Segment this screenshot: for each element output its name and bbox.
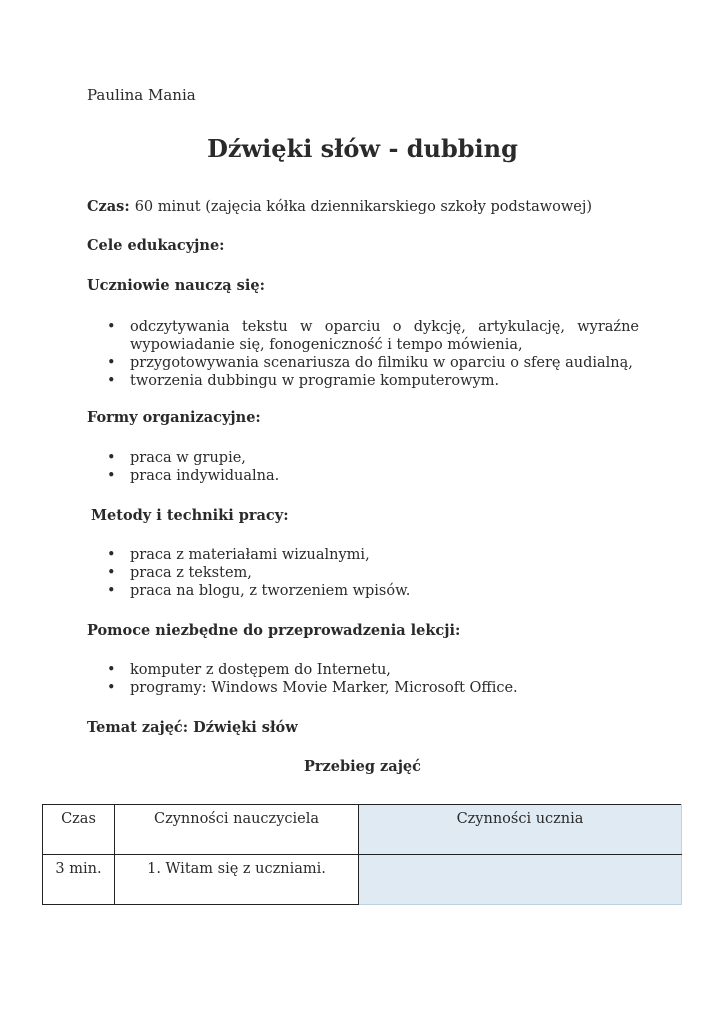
czas-value: 60 minut (zajęcia kółka dziennikarskiego szkoły podstawowej) bbox=[134, 199, 593, 215]
czas-line bbox=[87, 198, 592, 215]
bullet-icon: • bbox=[107, 680, 116, 696]
table-header-cell: Czynności ucznia bbox=[359, 805, 682, 855]
bullet-icon: • bbox=[107, 583, 116, 599]
bullet-icon: • bbox=[107, 319, 116, 335]
table-cell: 3 min. bbox=[43, 855, 115, 905]
bullet-icon: • bbox=[107, 373, 116, 389]
table-cell: 1. Witam się z uczniami. bbox=[115, 855, 359, 905]
list-item: • komputer z dostępem do Internetu, bbox=[107, 662, 391, 678]
uczniowie-heading: Uczniowie nauczą się: bbox=[87, 277, 265, 294]
list-item: • praca w grupie, bbox=[107, 450, 246, 466]
table-header-cell: Czas bbox=[43, 805, 115, 855]
czas-label: Czas: bbox=[87, 198, 130, 215]
document-title: Dźwięki słów - dubbing bbox=[207, 134, 518, 163]
pomoce-heading: Pomoce niezbędne do przeprowadzenia lekcji: bbox=[87, 622, 461, 639]
list-item: • praca z materiałami wizualnymi, bbox=[107, 547, 370, 563]
list-item: • odczytywania tekstu w oparciu o dykcję, artykulację, wyraźne wypowiadanie się, fonogeniczność i tempo mówienia, bbox=[107, 319, 639, 353]
formy-list bbox=[87, 449, 639, 485]
bullet-icon: • bbox=[107, 662, 116, 678]
bullet-icon: • bbox=[107, 565, 116, 581]
list-item: • tworzenia dubbingu w programie komputerowym. bbox=[107, 373, 500, 389]
table-header-row bbox=[43, 805, 682, 855]
list-item: • praca indywidualna. bbox=[107, 468, 280, 484]
list-item: • praca na blogu, z tworzeniem wpisów. bbox=[107, 583, 411, 599]
metody-list bbox=[87, 546, 639, 600]
list-item: • praca z tekstem, bbox=[107, 565, 252, 581]
uczniowie-list bbox=[87, 318, 639, 390]
przebieg-heading: Przebieg zajęć bbox=[304, 758, 421, 775]
metody-heading: Metody i techniki pracy: bbox=[91, 507, 289, 524]
formy-heading: Formy organizacyjne: bbox=[87, 409, 261, 426]
bullet-icon: • bbox=[107, 547, 116, 563]
table-cell bbox=[359, 855, 682, 905]
pomoce-list bbox=[87, 661, 639, 697]
lesson-plan-table bbox=[42, 804, 682, 905]
author-name: Paulina Mania bbox=[87, 86, 196, 104]
bullet-icon: • bbox=[107, 468, 116, 484]
list-item: • programy: Windows Movie Marker, Microsoft Office. bbox=[107, 680, 518, 696]
list-item: • przygotowywania scenariusza do filmiku w oparciu o sferę audialną, bbox=[107, 355, 633, 371]
bullet-icon: • bbox=[107, 450, 116, 466]
cele-heading: Cele edukacyjne: bbox=[87, 237, 225, 254]
temat-heading: Temat zajęć: Dźwięki słów bbox=[87, 719, 298, 736]
bullet-icon: • bbox=[107, 355, 116, 371]
table-row bbox=[43, 855, 682, 905]
table-header-cell: Czynności nauczyciela bbox=[115, 805, 359, 855]
